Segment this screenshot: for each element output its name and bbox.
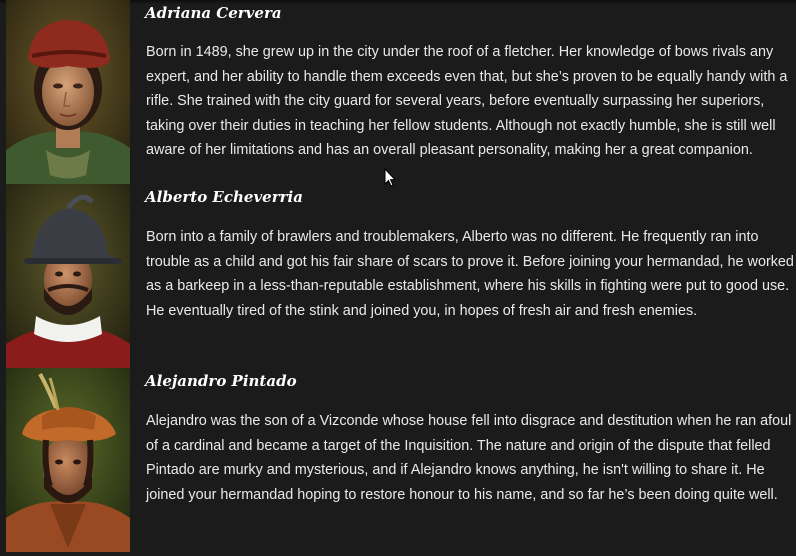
bio-line: of a cardinal and became a target of the Inquisition. The nature and origin of the dispute that felled (146, 437, 771, 454)
bio-line: trouble as a child and got his fair share of scars to prove it. Before joining your hermandad, he worked (146, 253, 794, 270)
character-bio (146, 40, 796, 163)
bio-line: rifle. She trained with the city guard for several years, before eventually surpassing her superiors, (146, 93, 765, 109)
character-name: Adriana Cervera (145, 4, 282, 22)
mouse-cursor-icon (384, 168, 396, 192)
bio-line: Born into a family of brawlers and troublemakers, Alberto was no different. He frequently ran into (146, 229, 759, 245)
bio-line: Pintado are murky and mysterious, and if Alejandro knows anything, he isn't willing to share it. He (146, 462, 765, 478)
bio-line: Born in 1489, she grew up in the city under the roof of a fletcher. Her knowledge of bows rivals any (146, 44, 774, 60)
bio-line: taking over their duties in teaching her fellow students. Although not exactly humble, she is still well (146, 117, 776, 134)
character-name: Alejandro Pintado (145, 372, 297, 390)
character-entry-alberto (0, 184, 796, 368)
character-name: Alberto Echeverria (145, 188, 303, 206)
character-entry-alejandro (0, 368, 796, 552)
bio-line: joined your hermandad hoping to restore honour to his name, and so far he’s been doing quite well. (146, 486, 778, 503)
bio-line: aware of her limitations and has an overall pleasant personality, making her a great companion. (146, 142, 753, 158)
portrait-alejandro (6, 368, 130, 552)
bio-line: He eventually tired of the stink and joined you, in hopes of fresh air and fresh enemies. (146, 302, 698, 319)
bio-line: Alejandro was the son of a Vizconde whose house fell into disgrace and destitution when he ran afoul (146, 413, 792, 429)
character-entry-adriana (0, 0, 796, 184)
portrait-adriana (6, 0, 130, 184)
character-bio (146, 409, 796, 507)
bio-line: as a barkeep in a less-than-reputable establishment, where his skills in fighting were put to good use. (146, 278, 790, 294)
bio-line: expert, and her ability to handle them exceeds even that, but she’s proven to be equally handy with a (146, 68, 788, 85)
portrait-alberto (6, 184, 130, 368)
character-bio (146, 225, 796, 323)
